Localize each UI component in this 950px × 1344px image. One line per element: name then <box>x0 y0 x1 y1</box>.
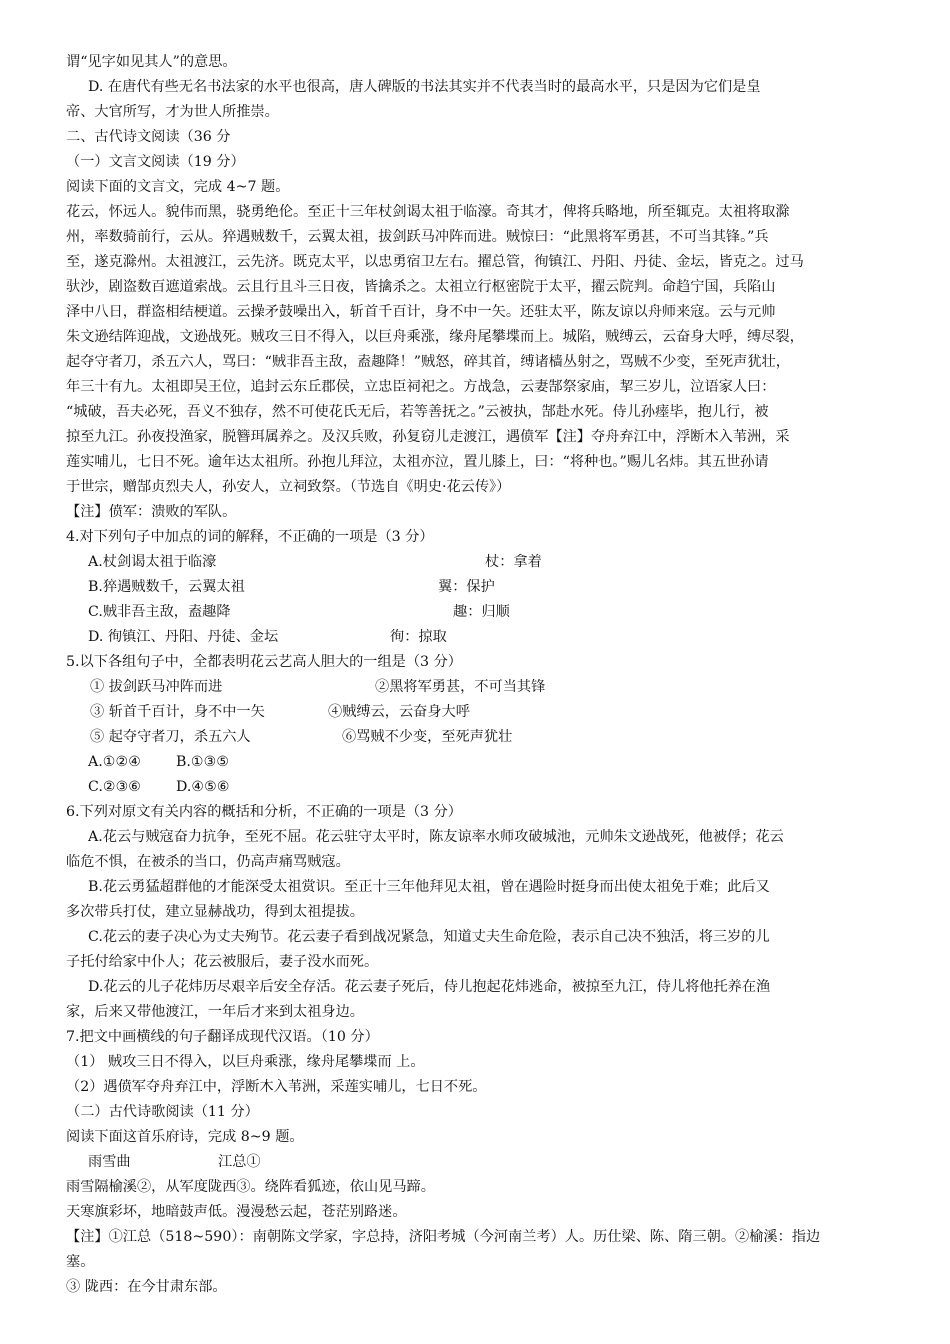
q5-item: ⑥骂贼不少变，至死声犹壮 <box>342 729 513 745</box>
q7-sentence: （1） 贼攻三日不得入，以巨舟乘涨，缘舟尾攀堞而 上。 <box>66 1054 425 1070</box>
q4-option-b-gloss: 翼：保护 <box>438 579 495 595</box>
passage-note: 【注】偾军：溃败的军队。 <box>66 504 237 520</box>
subsection-heading: （一）文言文阅读（19 分） <box>66 154 245 170</box>
q6-option-line: B.花云勇猛超群他的才能深受太祖赏识。至正十三年他拜见太祖，曾在遇险时挺身而出使太祖免于难；此后又 <box>88 879 770 895</box>
section-heading: 二、古代诗文阅读（36 分 <box>66 129 231 145</box>
poem-author: 江总① <box>218 1154 261 1170</box>
subsection-heading: （二）古代诗歌阅读（11 分） <box>66 1104 259 1120</box>
passage-line: 莲实哺儿，七日不死。逾年达太祖所。孙抱儿拜泣，太祖亦泣，置儿膝上，曰：“将种也。”赐儿名炜。其五世孙请 <box>66 454 769 470</box>
q5-item: ⑤ 起夺守者刀，杀五六人 <box>90 729 251 745</box>
q6-option-line: 家，后来又带他渡江，一年后才来到太祖身边。 <box>66 1004 364 1020</box>
poem-note: ③ 陇西：在今甘肃东部。 <box>66 1279 227 1295</box>
q4-option-b: B.猝遇贼数千，云翼太祖 <box>88 579 245 595</box>
q5-choice-d: D.④⑤⑥ <box>176 779 230 795</box>
q5-item: ① 拔剑跃马冲阵而进 <box>90 679 223 695</box>
question-5-stem: 5.以下各组句子中，全都表明花云艺高人胆大的一组是（3 分） <box>66 654 462 670</box>
q5-choice-c: C.②③⑥ <box>88 779 142 795</box>
q6-option-line: 子托付给家中仆人；花云被服后，妻子没水而死。 <box>66 954 379 970</box>
instruction: 阅读下面的文言文，完成 4~7 题。 <box>66 179 290 195</box>
passage-line: 起夺守者刀，杀五六人，骂曰：“贼非吾主敌，盍趣降！”贼怒，碎其首，缚诸樯丛射之，骂贼不少变，至死声犹壮， <box>66 354 790 370</box>
q6-option-line: 临危不惧，在被杀的当口，仍高声痛骂贼寇。 <box>66 854 350 870</box>
passage-line: 掠至九江。孙夜投渔家，脱簪珥属养之。及汉兵败，孙复窃儿走渡江，遇偾军【注】夺舟弃江中，浮断木入苇洲，采 <box>66 429 790 445</box>
q6-option-line: 多次带兵打仗，建立显赫战功，得到太祖提拔。 <box>66 904 364 920</box>
q4-option-c: C.贼非吾主敌，盍趣降 <box>88 604 231 620</box>
passage-line: 于世宗，赠郜贞烈夫人，孙安人，立祠致祭。（节选自《明史·花云传》） <box>66 479 511 495</box>
q6-option-line: C.花云的妻子决心为丈夫殉节。花云妻子看到战况紧急，知道丈夫生命危险，表示自己决不独活，将三岁的儿 <box>88 929 770 945</box>
q5-item: ④贼缚云，云奋身大呼 <box>328 704 470 720</box>
text-line: D. 在唐代有些无名书法家的水平也很高，唐人碑版的书法其实并不代表当时的最高水平，只是因为它们是皇 <box>88 79 761 95</box>
q4-option-a: A.杖剑谒太祖于临濠 <box>88 554 217 570</box>
passage-line: 驮沙，剧盗数百遮道索战。云且行且斗三日夜，皆擒杀之。太祖立行枢密院于太平，擢云院判。命趋宁国，兵陷山 <box>66 279 776 295</box>
question-6-stem: 6.下列对原文有关内容的概括和分析，不正确的一项是（3 分） <box>66 804 462 820</box>
text-line: 帝、大官所写，才为世人所推崇。 <box>66 104 279 120</box>
question-7-stem: 7.把文中画横线的句子翻译成现代汉语。（10 分） <box>66 1029 379 1045</box>
q5-item: ②黑将军勇甚，不可当其锋 <box>375 679 546 695</box>
passage-line: 州，率数骑前行，云从。猝遇贼数千，云翼太祖，拔剑跃马冲阵而进。贼惊曰：“此黑将军勇甚，不可当其锋。”兵 <box>66 229 769 245</box>
q6-option-line: A.花云与贼寇奋力抗争，至死不屈。花云驻守太平时，陈友谅率水师攻破城池，元帅朱文逊战死，他被俘；花云 <box>88 829 784 845</box>
q4-option-d: D. 徇镇江、丹阳、丹徒、金坛 <box>88 629 279 645</box>
passage-line: “城破，吾夫必死，吾义不独存，然不可使花氏无后，若等善抚之。”云被执，郜赴水死。侍儿孙瘗毕，抱儿行，被 <box>66 404 769 420</box>
text-line: 谓“见字如见其人”的意思。 <box>66 54 237 70</box>
q4-option-a-gloss: 杖：拿着 <box>485 554 542 570</box>
instruction: 阅读下面这首乐府诗，完成 8~9 题。 <box>66 1129 304 1145</box>
q5-item: ③ 斩首千百计，身不中一矢 <box>90 704 265 720</box>
passage-line: 朱文逊结阵迎战，文逊战死。贼攻三日不得入，以巨舟乘涨，缘舟尾攀堞而上。城陷，贼缚云，云奋身大呼，缚尽裂， <box>66 329 804 345</box>
q5-choice-a: A.①②④ <box>88 754 141 770</box>
q5-choice-b: B.①③⑤ <box>176 754 230 770</box>
q7-sentence: （2）遇偾军夺舟弃江中，浮断木入苇洲，采莲实哺儿，七日不死。 <box>66 1079 487 1095</box>
poem-line: 雨雪隔榆溪②，从军度陇西③。绕阵看狐迹，依山见马蹄。 <box>66 1179 435 1195</box>
question-4-stem: 4.对下列句子中加点的词的解释，不正确的一项是（3 分） <box>66 529 434 545</box>
poem-note: 塞。 <box>66 1254 95 1270</box>
q4-option-d-gloss: 徇：掠取 <box>390 629 447 645</box>
passage-line: 泽中八日，群盗相结梗道。云操矛鼓噪出入，斩首千百计，身不中一矢。还驻太平，陈友谅以舟师来寇。云与元帅 <box>66 304 776 320</box>
poem-note: 【注】①江总（518~590）：南朝陈文学家，字总持，济阳考城（今河南兰考）人。历仕梁、陈、隋三朝。②榆溪：指边 <box>66 1229 821 1245</box>
poem-line: 天寒旗彩坏，地暗鼓声低。漫漫愁云起，苍茫别路迷。 <box>66 1204 407 1220</box>
passage-line: 年三十有九。太祖即吴王位，追封云东丘郡侯，立忠臣祠祀之。方战急，云妻郜祭家庙，挈三岁儿，泣语家人曰： <box>66 379 776 395</box>
q6-option-line: D.花云的儿子花炜历尽艰辛后安全存活。花云妻子死后，侍儿抱起花炜逃命，被掠至九江，侍儿将他托养在渔 <box>88 979 771 995</box>
passage-line: 花云，怀远人。貌伟而黑，骁勇绝伦。至正十三年杖剑谒太祖于临濠。奇其才，俾将兵略地，所至辄克。太祖将取滁 <box>66 204 790 220</box>
q4-option-c-gloss: 趣：归顺 <box>453 604 510 620</box>
passage-line: 至，遂克滁州。太祖渡江，云先济。既克太平，以忠勇宿卫左右。擢总管，徇镇江、丹阳、丹徒、金坛，皆克之。过马 <box>66 254 804 270</box>
poem-title: 雨雪曲 <box>88 1154 131 1170</box>
